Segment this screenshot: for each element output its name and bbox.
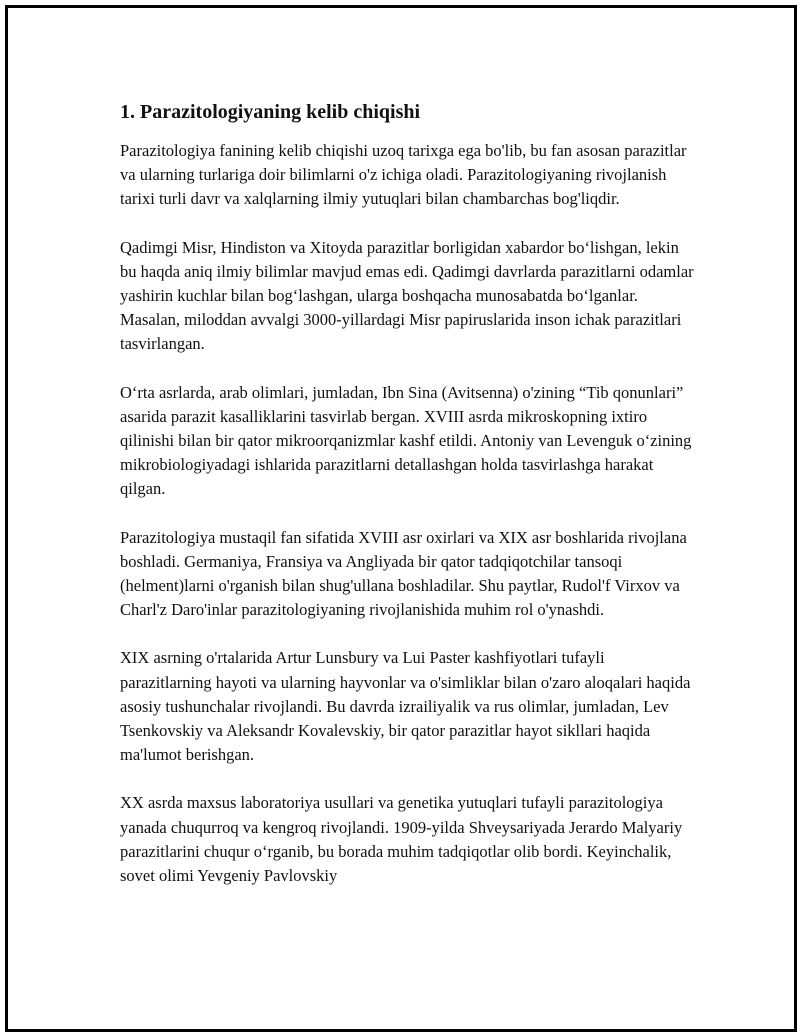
paragraph-middle-ages: O‘rta asrlarda, arab olimlari, jumladan, Ibn Sina (Avitsenna) o'zining “Tib qonunlari” asarida parazit kasalliklarini tasvirlab bergan. XVIII asrda mikroskopning ixtiro qilinishi bilan bir qator mikroorqanizmlar kashf etildi. Antoniy van Levenguk o‘zining mikrobiologiyadagi ishlarida parazitlarni detallashgan holda tasvirlashga harakat qilgan.: [120, 382, 692, 499]
page-frame: [5, 5, 797, 1032]
paragraph-origins: Parazitologiya fanining kelib chiqishi uzoq tarixga ega bo'lib, bu fan asosan parazitlar va ularning turlariga doir bilimlarni o'z ichiga oladi. Parazitologiyaning rivojlanish tarixi turli davr va xalqlarning ilmiy yutuqlari bilan chambarchas bog'liqdir.: [120, 141, 687, 209]
document-body: [120, 98, 695, 912]
paragraph-independent-science: Parazitologiya mustaqil fan sifatida XVIII asr oxirlari va XIX asr boshlarida rivojlana boshladi. Germaniya, Fransiya va Angliyada bir qator tadqiqotchilar tansoqi (helment)larni o'rganish bilan shug'ullana boshladilar. Shu paytlar, Rudol'f Virxov va Charl'z Daro'inlar parazitologiyaning rivojlanishida muhim rol o'ynashdi.: [120, 527, 687, 620]
section-title: 1. Parazitologiyaning kelib chiqishi: [120, 101, 421, 123]
paragraph-19th-century: XIX asrning o'rtalarida Artur Lunsbury va Lui Paster kashfiyotlari tufayli parazitlarning hayoti va ularning hayvonlar va o'simliklar bilan o'zaro aloqalari haqida asosiy tushunchalar rivojlandi. Bu davrda izrailiyalik va rus olimlar, jumladan, Lev Tsenkovskiy va Aleksandr Kovalevskiy, bir qator parazitlar hayot sikllari haqida ma'lumot berishgan.: [120, 648, 691, 765]
paragraph-20th-century: XX asrda maxsus laboratoriya usullari va genetika yutuqlari tufayli parazitologiya yanada chuqurroq va kengroq rivojlandi. 1909-yilda Shveysariyada Jerardo Malyariy parazitlarini chuqur o‘rganib, bu borada muhim tadqiqotlar olib bordi. Keyinchalik, sovet olimi Yevgeniy Pavlovskiy: [120, 793, 683, 886]
paragraph-ancient-times: Qadimgi Misr, Hindiston va Xitoyda parazitlar borligidan xabardor bo‘lishgan, lekin bu haqda aniq ilmiy bilimlar mavjud emas edi. Qadimgi davrlarda parazitlarni odamlar yashirin kuchlar bilan bog‘lashgan, ularga boshqacha munosabatda bo‘lganlar. Masalan, miloddan avvalgi 3000-yillardagi Misr papiruslarida inson ichak parazitlari tasvirlangan.: [120, 237, 694, 354]
